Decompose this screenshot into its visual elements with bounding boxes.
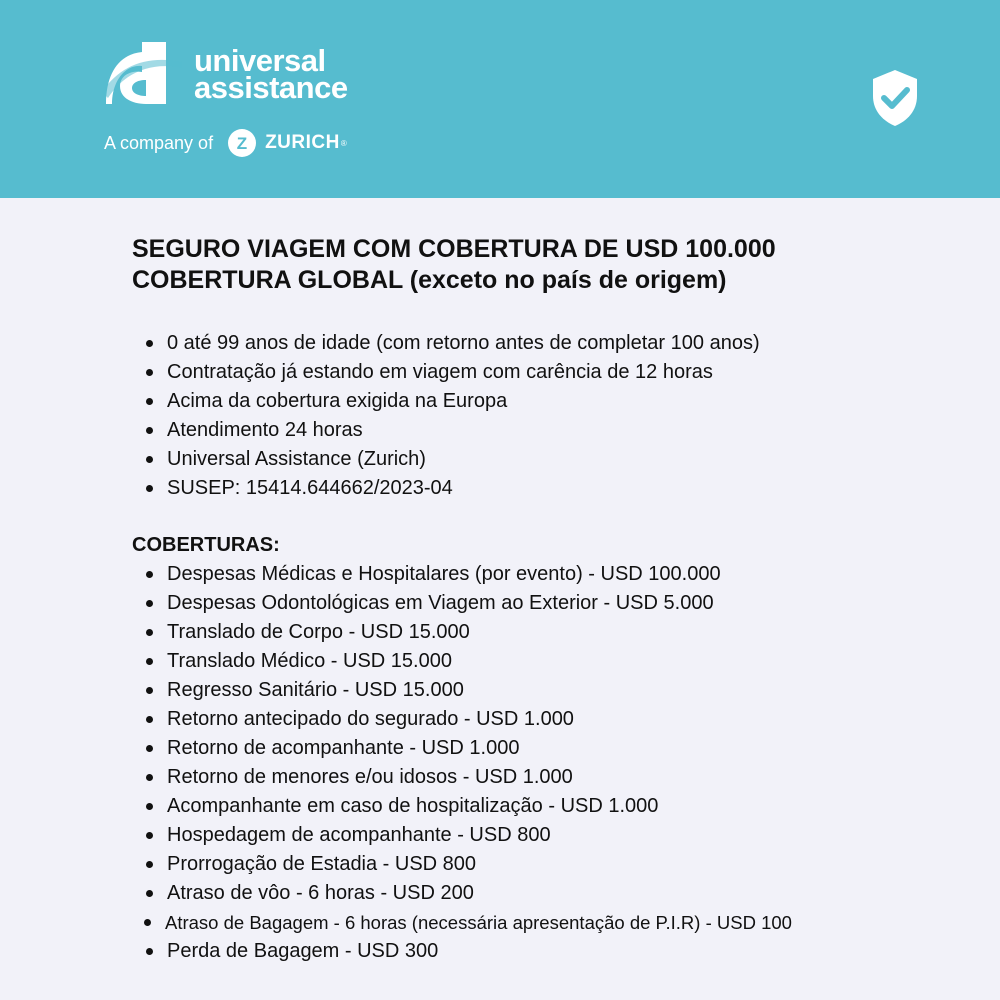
title-line-1: SEGURO VIAGEM COM COBERTURA DE USD 100.000: [132, 235, 776, 263]
feature-item: Acima da cobertura exigida na Europa: [132, 387, 892, 416]
coverage-item: Retorno antecipado do segurado - USD 1.000: [132, 705, 892, 734]
coverage-item: Atraso de Bagagem - 6 horas (necessária apresentação de P.I.R) - USD 100: [132, 908, 892, 937]
feature-item: 0 até 99 anos de idade (com retorno antes de completar 100 anos): [132, 329, 892, 358]
coverage-item: Prorrogação de Estadia - USD 800: [132, 850, 892, 879]
coverage-item: Perda de Bagagem - USD 300: [132, 937, 892, 966]
company-prefix: A company of: [104, 132, 214, 153]
feature-item: Contratação já estando em viagem com carência de 12 horas: [132, 358, 892, 387]
coverages-heading: COBERTURAS:: [132, 534, 280, 556]
page-title: [132, 234, 892, 296]
coverage-item: Translado de Corpo - USD 15.000: [132, 618, 892, 647]
coverage-item: Translado Médico - USD 15.000: [132, 647, 892, 676]
universal-assistance-logo-icon: [102, 42, 182, 106]
zurich-registered-mark: ®: [340, 138, 347, 148]
coverage-item: Acompanhante em caso de hospitalização - USD 1.000: [132, 792, 892, 821]
coverage-item: Retorno de acompanhante - USD 1.000: [132, 734, 892, 763]
title-line-2: COBERTURA GLOBAL (exceto no país de origem): [132, 266, 727, 294]
shield-check-icon: [870, 68, 920, 128]
coverage-item: Hospedagem de acompanhante - USD 800: [132, 821, 892, 850]
coverages-list: [132, 560, 892, 966]
coverage-item: Retorno de menores e/ou idosos - USD 1.000: [132, 763, 892, 792]
feature-item: Atendimento 24 horas: [132, 416, 892, 445]
zurich-logo-icon: [227, 128, 257, 158]
feature-item: SUSEP: 15414.644662/2023-04: [132, 474, 892, 503]
main-content: [132, 234, 892, 966]
feature-item: Universal Assistance (Zurich): [132, 445, 892, 474]
coverage-item: Despesas Médicas e Hospitalares (por evento) - USD 100.000: [132, 560, 892, 589]
features-list: [132, 329, 892, 503]
coverage-item: Regresso Sanitário - USD 15.000: [132, 676, 892, 705]
coverage-item: Atraso de vôo - 6 horas - USD 200: [132, 879, 892, 908]
coverage-item: Despesas Odontológicas em Viagem ao Exterior - USD 5.000: [132, 589, 892, 618]
zurich-badge-letter: Z: [236, 134, 248, 153]
zurich-name: ZURICH: [265, 132, 340, 153]
brand-line-1: universal: [194, 43, 326, 78]
brand-name: [194, 43, 348, 105]
brand-line-2: assistance: [194, 70, 348, 105]
header-banner: [0, 0, 1000, 198]
company-line: [104, 128, 347, 158]
